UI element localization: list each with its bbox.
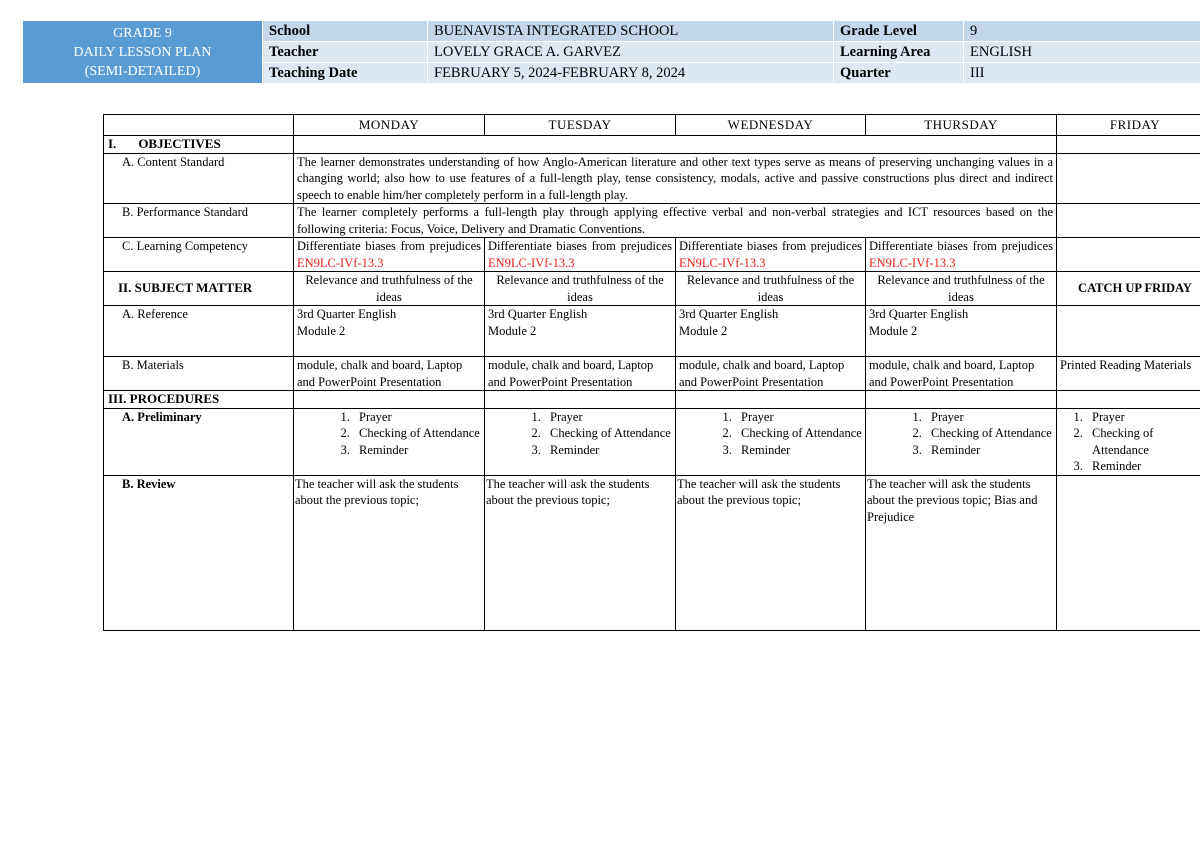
catch-up-friday: CATCH UP FRIDAY (1057, 272, 1200, 306)
materials-wednesday: module, chalk and board, Laptop and PowerPoint Presentation (676, 357, 866, 391)
objectives-heading (104, 136, 294, 154)
lesson-plan-header (22, 20, 1200, 84)
topic-thursday: Relevance and truthfulness of the ideas (866, 272, 1057, 306)
school-value: BUENAVISTA INTEGRATED SCHOOL (428, 21, 834, 42)
competency-thursday (866, 238, 1057, 272)
materials-friday: Printed Reading Materials (1057, 357, 1200, 391)
quarter-label: Quarter (834, 63, 964, 84)
procedures-friday (1057, 391, 1200, 409)
date-label: Teaching Date (263, 63, 428, 84)
procedures-thursday (866, 391, 1057, 409)
reference-line1: 3rd Quarter English (679, 307, 779, 321)
list-item: 2. Checking of Attendance (735, 425, 862, 442)
reference-line1: 3rd Quarter English (869, 307, 969, 321)
topic-tuesday: Relevance and truthfulness of the ideas (485, 272, 676, 306)
preliminary-wednesday (676, 408, 866, 475)
competency-text: Differentiate biases from prejudices (297, 239, 481, 253)
day-header-monday: MONDAY (294, 115, 485, 136)
learning-competency-label: C. Learning Competency (104, 238, 294, 272)
competency-text: Differentiate biases from prejudices (488, 239, 672, 253)
list-item: 2. Checking of Attendance (1086, 425, 1200, 458)
list-item: 3. Reminder (544, 442, 672, 459)
grade-label: Grade Level (834, 21, 964, 42)
materials-thursday: module, chalk and board, Laptop and PowerPoint Presentation (866, 357, 1057, 391)
reference-line1: 3rd Quarter English (488, 307, 588, 321)
preliminary-label: A. Preliminary (104, 408, 294, 475)
competency-code: EN9LC-IVf-13.3 (869, 255, 956, 270)
review-thursday: The teacher will ask the students about the previous topic; Bias and Prejudice (866, 475, 1057, 630)
reference-label: A. Reference (104, 306, 294, 357)
objectives-friday (1057, 136, 1200, 154)
review-tuesday: The teacher will ask the students about the previous topic; (485, 475, 676, 630)
procedures-wednesday (676, 391, 866, 409)
procedures-heading: III. PROCEDURES (104, 391, 294, 409)
subject-matter-heading: II. SUBJECT MATTER (104, 272, 294, 306)
grade-value: 9 (964, 21, 1200, 42)
procedures-tuesday (485, 391, 676, 409)
competency-code: EN9LC-IVf-13.3 (297, 255, 384, 270)
reference-line1: 3rd Quarter English (297, 307, 397, 321)
topic-monday: Relevance and truthfulness of the ideas (294, 272, 485, 306)
review-monday: The teacher will ask the students about the previous topic; (294, 475, 485, 630)
list-item: 1. Prayer (1086, 409, 1200, 426)
topic-wednesday: Relevance and truthfulness of the ideas (676, 272, 866, 306)
reference-line2: Module 2 (297, 323, 346, 338)
competency-tuesday (485, 238, 676, 272)
day-header-wednesday: WEDNESDAY (676, 115, 866, 136)
reference-line2: Module 2 (488, 323, 537, 338)
review-label: B. Review (104, 475, 294, 630)
list-item: 1. Prayer (353, 409, 481, 426)
plan-title (23, 21, 263, 84)
reference-tuesday (485, 306, 676, 357)
list-item: 1. Prayer (735, 409, 862, 426)
lesson-plan-table (103, 114, 1200, 631)
performance-standard-text: The learner completely performs a full-length play through applying effective verbal and non-verbal strategies and ICT resources based on the following criteria: Focus, Voice, Delivery and Dramatic Conventions. (294, 204, 1057, 238)
area-value: ENGLISH (964, 42, 1200, 63)
title-grade: GRADE 9 (113, 25, 172, 41)
day-header-friday: FRIDAY (1057, 115, 1200, 136)
list-item: 2. Checking of Attendance (925, 425, 1053, 442)
list-item: 1. Prayer (544, 409, 672, 426)
list-item: 3. Reminder (925, 442, 1053, 459)
area-label: Learning Area (834, 42, 964, 63)
school-label: School (263, 21, 428, 42)
review-wednesday: The teacher will ask the students about the previous topic; (676, 475, 866, 630)
competency-text: Differentiate biases from prejudices (679, 239, 862, 253)
reference-line2: Module 2 (869, 323, 918, 338)
reference-monday (294, 306, 485, 357)
reference-wednesday (676, 306, 866, 357)
materials-monday: module, chalk and board, Laptop and PowerPoint Presentation (294, 357, 485, 391)
competency-friday (1057, 238, 1200, 272)
competency-code: EN9LC-IVf-13.3 (679, 255, 766, 270)
title-dlp: DAILY LESSON PLAN (73, 44, 212, 60)
preliminary-thursday (866, 408, 1057, 475)
performance-standard-friday (1057, 204, 1200, 238)
competency-text: Differentiate biases from prejudices (869, 239, 1053, 253)
objectives-num: I. (108, 136, 117, 151)
list-item: 3. Reminder (1086, 458, 1200, 475)
reference-thursday (866, 306, 1057, 357)
competency-code: EN9LC-IVf-13.3 (488, 255, 575, 270)
list-item: 1. Prayer (925, 409, 1053, 426)
quarter-value: III (964, 63, 1200, 84)
competency-wednesday (676, 238, 866, 272)
date-value: FEBRUARY 5, 2024-FEBRUARY 8, 2024 (428, 63, 834, 84)
objectives-title: OBJECTIVES (138, 136, 221, 151)
performance-standard-label: B. Performance Standard (104, 204, 294, 238)
reference-line2: Module 2 (679, 323, 728, 338)
list-item: 2. Checking of Attendance (544, 425, 672, 442)
reference-friday (1057, 306, 1200, 357)
materials-label: B. Materials (104, 357, 294, 391)
preliminary-friday (1057, 408, 1200, 475)
teacher-value: LOVELY GRACE A. GARVEZ (428, 42, 834, 63)
day-header-tuesday: TUESDAY (485, 115, 676, 136)
procedures-monday (294, 391, 485, 409)
content-standard-label: A. Content Standard (104, 153, 294, 204)
corner-cell (104, 115, 294, 136)
list-item: 3. Reminder (735, 442, 862, 459)
materials-tuesday: module, chalk and board, Laptop and PowerPoint Presentation (485, 357, 676, 391)
list-item: 3. Reminder (353, 442, 481, 459)
day-header-thursday: THURSDAY (866, 115, 1057, 136)
preliminary-tuesday (485, 408, 676, 475)
competency-monday (294, 238, 485, 272)
teacher-label: Teacher (263, 42, 428, 63)
review-friday (1057, 475, 1200, 630)
content-standard-text: The learner demonstrates understanding of how Anglo-American literature and other text types serve as means of preserving unchanging values in a changing world; also how to use features of a full-length play, tense consistency, modals, active and passive constructions plus direct and indirect speech to enable him/her completely perform in a full-length play. (294, 153, 1057, 204)
list-item: 2. Checking of Attendance (353, 425, 481, 442)
objectives-empty (294, 136, 1057, 154)
preliminary-monday (294, 408, 485, 475)
content-standard-friday (1057, 153, 1200, 204)
title-type: (SEMI-DETAILED) (84, 63, 201, 79)
